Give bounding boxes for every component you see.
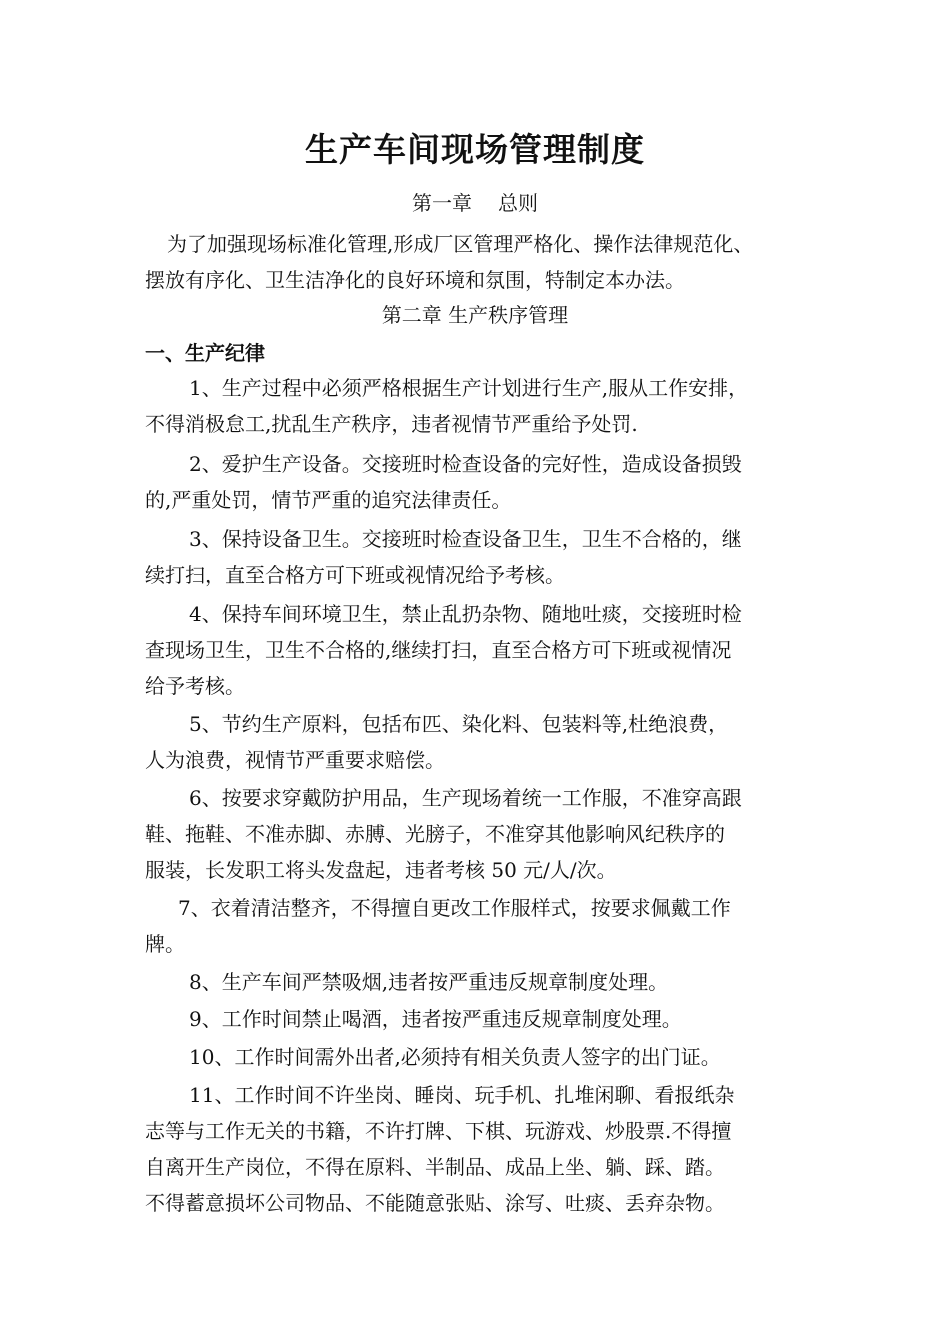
- intro-paragraph: [145, 226, 809, 298]
- chapter-one-label: 第一章: [412, 191, 472, 215]
- rule-item-6: [145, 780, 809, 888]
- rule-item-8: [145, 964, 809, 1000]
- rule-item-5: [145, 706, 809, 778]
- rule-item-3: [145, 521, 809, 593]
- rule-item-10: [145, 1039, 809, 1075]
- rule-line: 3、保持设备卫生。交接班时检查设备卫生，卫生不合格的，继: [189, 527, 742, 551]
- rule-line: 6、按要求穿戴防护用品，生产现场着统一工作服，不准穿高跟: [189, 786, 742, 810]
- rule-line: 4、保持车间环境卫生，禁止乱扔杂物、随地吐痰，交接班时检: [189, 602, 742, 626]
- rule-item-4: [145, 596, 809, 704]
- rule-item-9: [145, 1001, 809, 1037]
- rule-line: 服装，长发职工将头发盘起，违者考核 50 元/人/次。: [145, 858, 617, 882]
- rule-line: 的,严重处罚，情节严重的追究法律责任。: [145, 488, 512, 512]
- document-title: 生产车间现场管理制度: [305, 130, 645, 169]
- rule-line: 11、工作时间不许坐岗、睡岗、玩手机、扎堆闲聊、看报纸杂: [189, 1083, 735, 1107]
- rule-line: 牌。: [145, 932, 185, 956]
- rule-item-11: [145, 1077, 809, 1221]
- rule-line: 查现场卫生，卫生不合格的,继续打扫，直至合格方可下班或视情况: [145, 638, 732, 662]
- rule-item-7: [145, 890, 809, 962]
- rule-line: 10、工作时间需外出者,必须持有相关负责人签字的出门证。: [189, 1045, 721, 1069]
- rule-line: 9、工作时间禁止喝酒，违者按严重违反规章制度处理。: [189, 1007, 682, 1031]
- chapter-two-heading: 第二章 生产秩序管理: [381, 303, 569, 327]
- rule-line: 不得蓄意损坏公司物品、不能随意张贴、涂写、吐痰、丢弃杂物。: [145, 1191, 725, 1215]
- rule-line: 续打扫，直至合格方可下班或视情况给予考核。: [145, 563, 565, 587]
- rule-line: 志等与工作无关的书籍，不许打牌、下棋、玩游戏、炒股票.不得擅: [145, 1119, 732, 1143]
- rule-item-1: [145, 370, 809, 442]
- chapter-one-heading: [0, 188, 950, 218]
- rule-line: 8、生产车间严禁吸烟,违者按严重违反规章制度处理。: [189, 970, 669, 994]
- rule-line: 2、爱护生产设备。交接班时检查设备的完好性，造成设备损毁: [189, 452, 742, 476]
- intro-line: 摆放有序化、卫生洁净化的良好环境和氛围，特制定本办法。: [145, 268, 685, 292]
- rule-line: 1、生产过程中必须严格根据生产计划进行生产,服从工作安排，: [189, 376, 749, 400]
- rule-line: 5、节约生产原料，包括布匹、染化料、包装料等,杜绝浪费，: [189, 712, 729, 736]
- rule-line: 不得消极怠工,扰乱生产秩序，违者视情节严重给予处罚.: [145, 412, 638, 436]
- rule-line: 给予考核。: [145, 674, 245, 698]
- rule-line: 鞋、拖鞋、不准赤脚、赤膊、光膀子，不准穿其他影响风纪秩序的: [145, 822, 725, 846]
- rule-line: 7、衣着清洁整齐，不得擅自更改工作服样式，按要求佩戴工作: [178, 896, 731, 920]
- section-heading-production-discipline: 一、生产纪律: [145, 341, 265, 365]
- rule-item-2: [145, 446, 809, 518]
- intro-line: 为了加强现场标准化管理,形成厂区管理严格化、操作法律规范化、: [167, 232, 754, 256]
- rule-line: 自离开生产岗位，不得在原料、半制品、成品上坐、躺、踩、踏。: [145, 1155, 725, 1179]
- chapter-one-name: 总则: [498, 191, 538, 215]
- rule-line: 人为浪费，视情节严重要求赔偿。: [145, 748, 445, 772]
